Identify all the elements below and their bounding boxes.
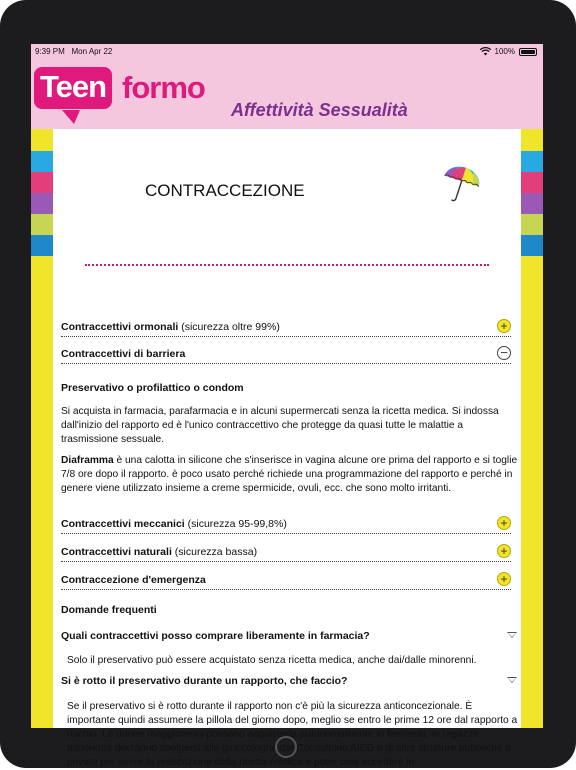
plus-icon[interactable]: + (497, 572, 511, 586)
logo-speech-tail (62, 110, 80, 124)
chevron-down-icon[interactable] (507, 677, 517, 683)
diaphragm-text: Diaframma è una calotta in silicone che s'inserisce in vagina alcune ore prima del rapporto e si toglie 7/8 ore dopo il rapporto. è poco usato perché richiede una programmazione del rapporto e perché in genere viene utilizzato insieme a creme spermicide, ovuli, ecc. che sono molto irritanti. (61, 455, 518, 494)
stripe (521, 214, 543, 235)
stripe (521, 151, 543, 172)
section-natural[interactable]: Contraccettivi naturali (sicurezza bassa) + (61, 543, 511, 562)
status-bar (31, 44, 543, 60)
title-divider (85, 264, 489, 266)
status-right (480, 47, 537, 56)
stripe (521, 235, 543, 256)
chevron-down-icon[interactable] (507, 632, 517, 638)
plus-icon[interactable]: + (497, 544, 511, 558)
logo-teen: Teen (34, 67, 112, 109)
stripe (521, 193, 543, 214)
faq-heading: Domande frequenti (61, 604, 157, 616)
section-hormonal[interactable]: Contraccettivi ormonali (sicurezza oltre 99%) + (61, 318, 511, 337)
page-title: CONTRACCEZIONE (145, 181, 305, 200)
umbrella-icon (439, 163, 483, 207)
header-subtitle: Affettività Sessualità (231, 100, 408, 120)
wifi-icon (480, 48, 491, 56)
stripe (31, 235, 53, 256)
section-barrier[interactable]: Contraccettivi di barriera − (61, 345, 511, 364)
faq-question-2[interactable]: Si è rotto il preservativo durante un rapporto, che faccio? (61, 675, 519, 687)
battery-label: 100% (494, 47, 515, 56)
condom-heading: Preservativo o profilattico o condom (61, 382, 244, 394)
stripe (521, 172, 543, 193)
plus-icon[interactable]: + (497, 319, 511, 333)
stripe (31, 151, 53, 172)
app-header (31, 60, 543, 129)
plus-icon[interactable]: + (497, 516, 511, 530)
stripe (31, 214, 53, 235)
logo-formo: formo (122, 70, 205, 105)
stripe (31, 193, 53, 214)
section-emergency[interactable]: Contraccezione d'emergenza + (61, 571, 511, 590)
home-button[interactable] (275, 736, 297, 758)
faq-answer-1: Solo il preservativo può essere acquistato senza ricetta medica, anche dai/dalle minorenni. (67, 655, 477, 666)
app-screen (31, 44, 543, 768)
faq-answer-2: Se il preservativo si è rotto durante il rapporto non c'è più la sicurezza anticoncezionale. È importante quindi assumere la pillola del giorno dopo, meglio se entro le prime 12 ore dal rapporto a rischio. Le donne maggiorenni possono acquistarla autonomamente in farmacia, le ragazze minorenni dovranno rivolgersi alle ginecologhe del Consultorio AIED o di altre strutture pubbliche o private per avere la prescrizione della ricetta medica e poter così accedere in (67, 701, 518, 768)
status-time: 9:39 PM Mon Apr 22 (35, 47, 113, 56)
minus-icon[interactable]: − (497, 346, 511, 360)
main-content[interactable] (53, 129, 521, 768)
section-mechanical[interactable]: Contraccettivi meccanici (sicurezza 95-99,8%) + (61, 515, 511, 534)
right-color-bar (521, 129, 543, 728)
faq-question-1[interactable]: Quali contraccettivi posso comprare liberamente in farmacia? (61, 630, 519, 642)
stripe (31, 172, 53, 193)
battery-icon (519, 48, 537, 56)
left-color-bar (31, 129, 53, 728)
condom-text: Si acquista in farmacia, parafarmacia e in alcuni supermercati senza la ricetta medica. Si indossa dall'inizio del rapporto ed è l'unico contraccettivo che protegge da quasi tutte le malattie a trasmissione sessuale. (61, 406, 499, 445)
